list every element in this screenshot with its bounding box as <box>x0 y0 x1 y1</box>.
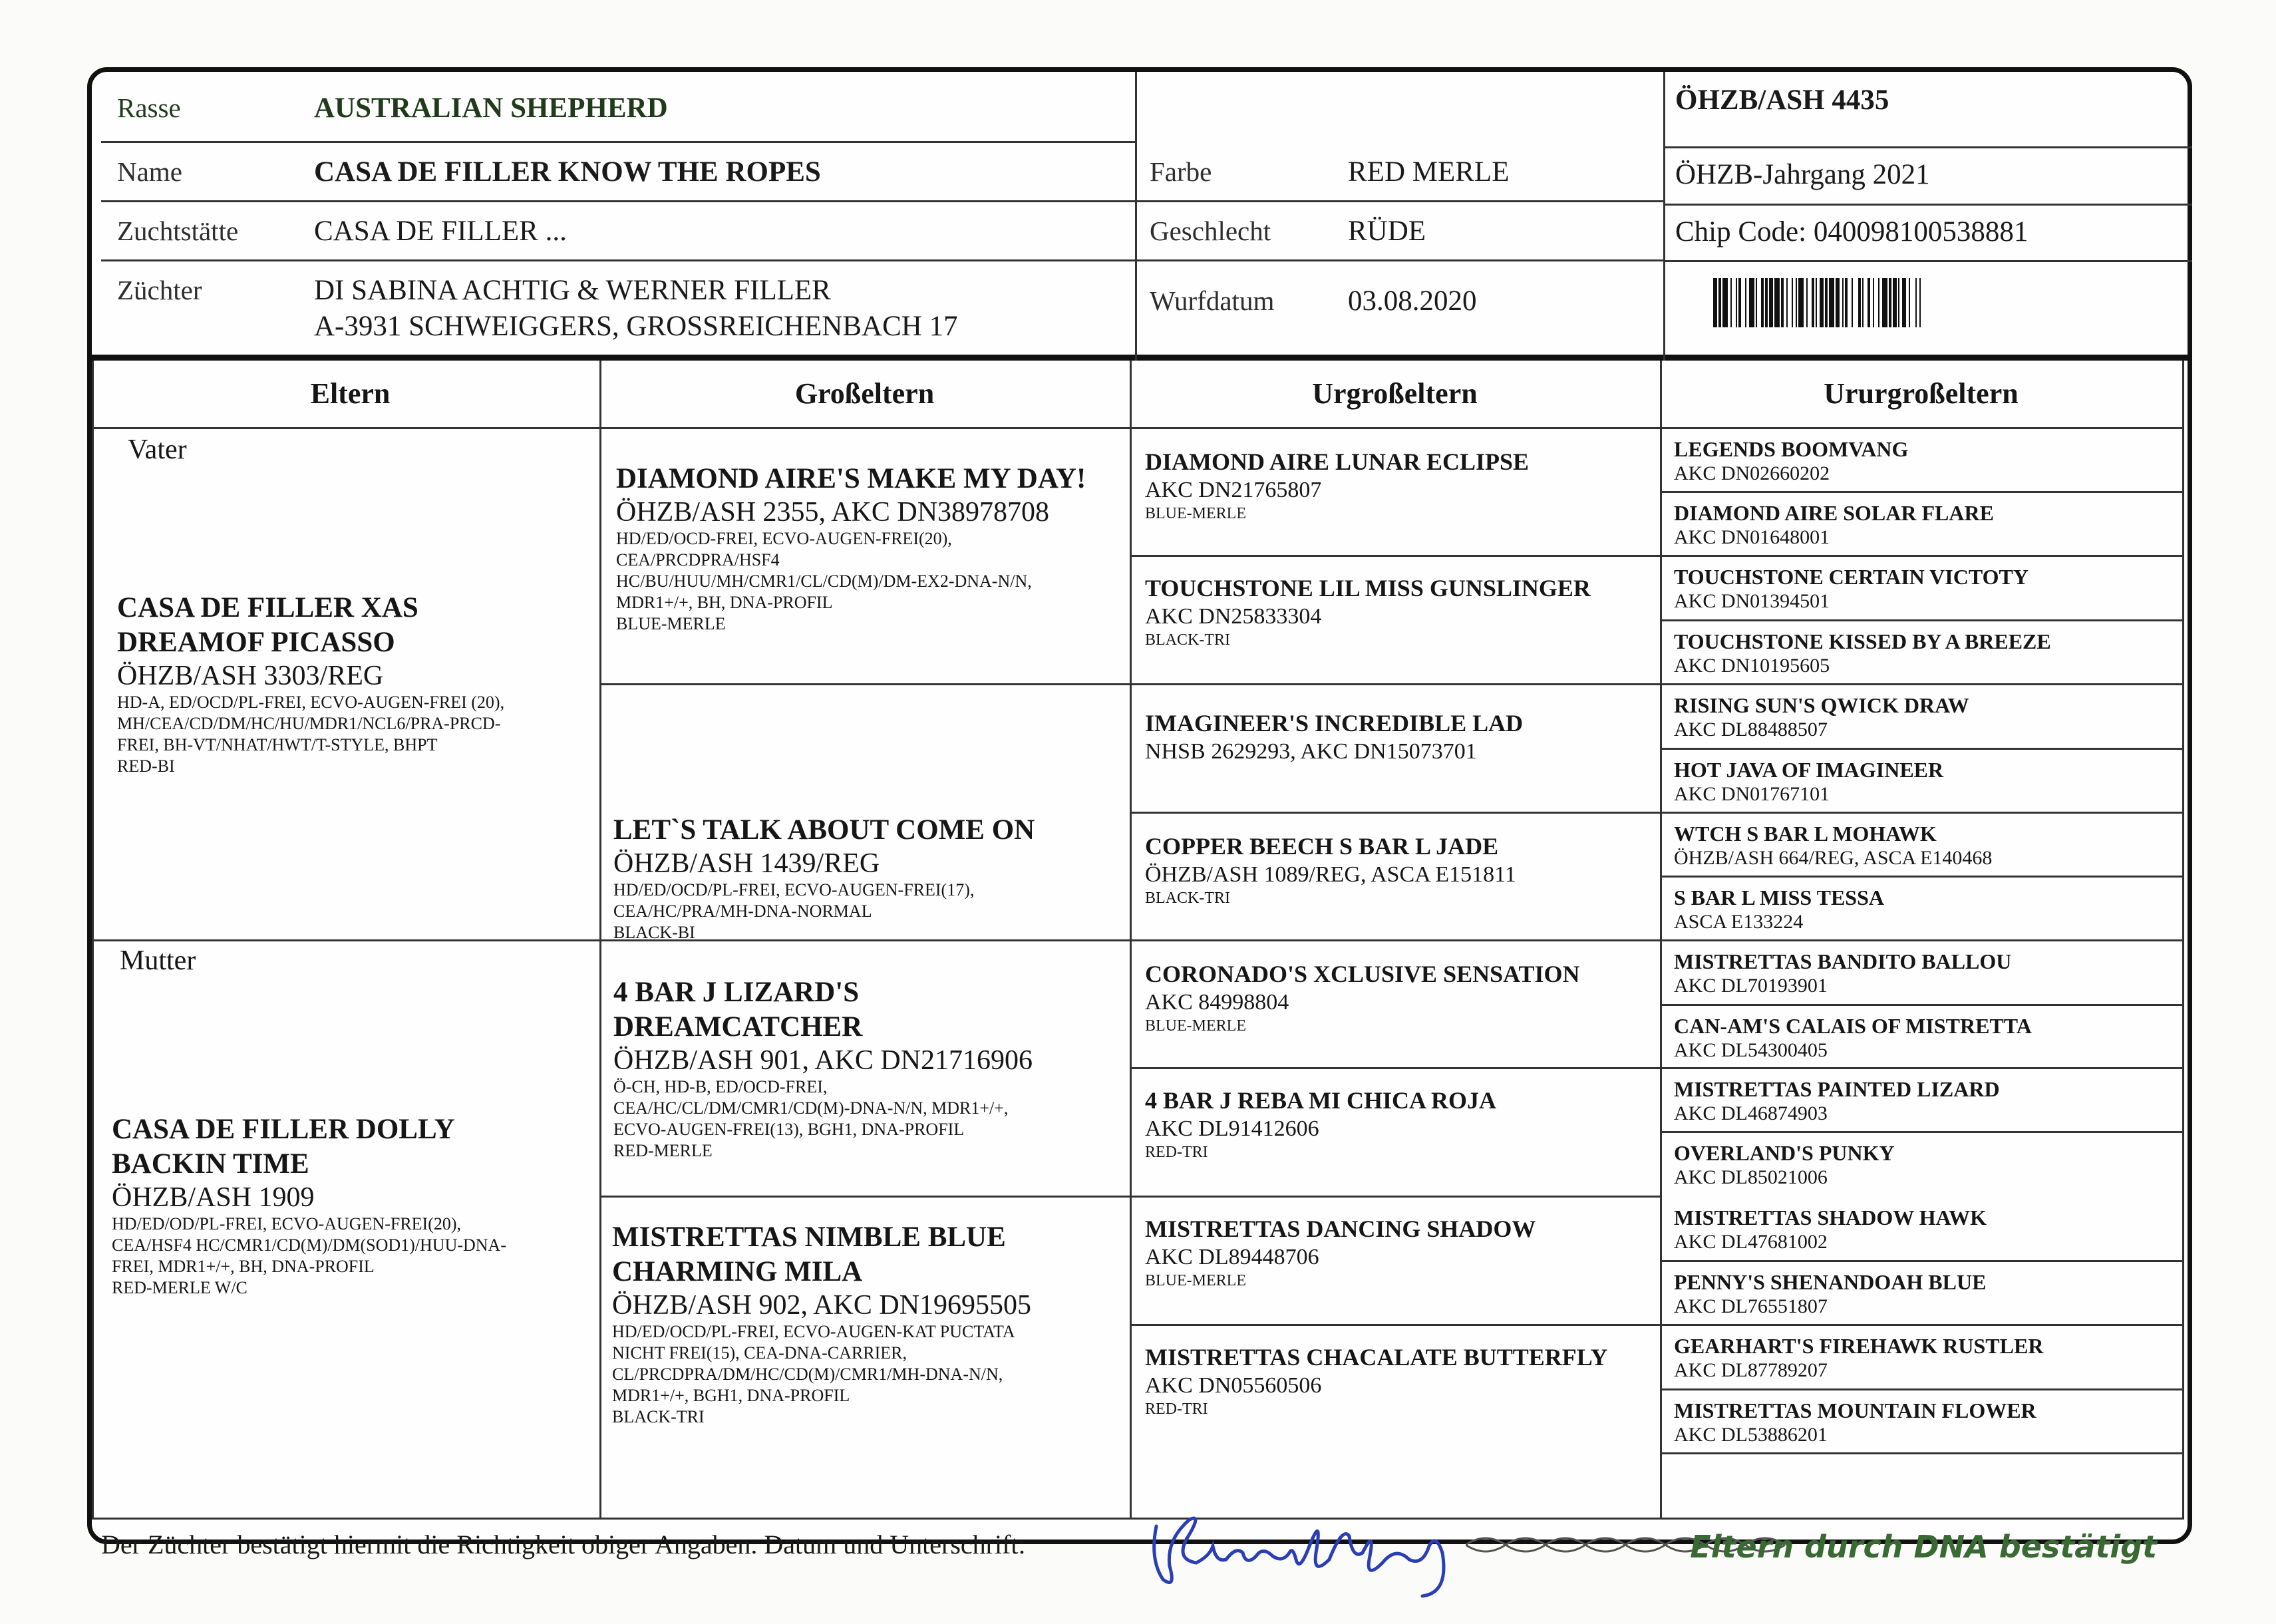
signature-image <box>1130 1500 1476 1599</box>
sire-health-2: MH/CEA/CD/DM/HC/HU/MDR1/NCL6/PRA-PRCD- <box>117 714 501 733</box>
great-great-grandparent-name: DIAMOND AIRE SOLAR FLARE <box>1674 501 1994 525</box>
great-grandparent-registration: AKC DL89448706 <box>1145 1245 1319 1269</box>
great-great-grandparent-11 <box>1662 1076 2181 1126</box>
great-grandparent-color: BLACK-TRI <box>1145 890 1230 907</box>
grandparent-3 <box>601 975 1127 1162</box>
grandparent-color: BLUE-MERLE <box>616 614 726 633</box>
great-great-grandparent-5 <box>1662 693 2181 742</box>
grandparent-health: CEA/PRCDPRA/HSF4 <box>616 550 780 569</box>
dna-confirmation-note: Eltern durch DNA bestätigt <box>1690 1529 2157 1565</box>
great-great-grandparent-13 <box>1662 1205 2181 1254</box>
great-great-grandparent-name: MISTRETTAS SHADOW HAWK <box>1674 1206 1987 1229</box>
dam-name-line2: BACKIN TIME <box>112 1148 309 1180</box>
great-great-grandparent-12 <box>1662 1140 2181 1190</box>
great-great-grandparent-2 <box>1662 500 2181 550</box>
color-value: RED MERLE <box>1348 156 1510 188</box>
great-great-grandparent-name: TOUCHSTONE CERTAIN VICTOTY <box>1674 565 2029 589</box>
great-grandparent-5 <box>1133 959 1659 1035</box>
rasse-label: Rasse <box>117 92 181 123</box>
grandparent-health: HC/BU/HUU/MH/CMR1/CL/CD(M)/DM-EX2-DNA-N/N, <box>616 571 1032 591</box>
grandparent-health: NICHT FREI(15), CEA-DNA-CARRIER, <box>612 1343 907 1363</box>
dam-health-1: HD/ED/OD/PL-FREI, ECVO-AUGEN-FREI(20), <box>112 1214 462 1233</box>
breed-value: AUSTRALIAN SHEPHERD <box>314 92 668 124</box>
great-great-grandparent-1 <box>1662 436 2181 486</box>
great-grandparent-2 <box>1133 573 1659 649</box>
grandparent-health: CEA/HC/PRA/MH-DNA-NORMAL <box>613 901 872 921</box>
sire <box>105 591 597 777</box>
great-grandparent-registration: AKC DN21765807 <box>1145 478 1322 502</box>
great-great-grandparent-7 <box>1662 821 2181 870</box>
great-great-grandparent-registration: AKC DL85021006 <box>1674 1166 1828 1188</box>
dam-label: Mutter <box>120 945 196 976</box>
great-grandparent-color: RED-TRI <box>1145 1144 1208 1161</box>
great-grandparent-color: BLUE-MERLE <box>1145 1272 1246 1289</box>
kennel-value: CASA DE FILLER ... <box>314 216 567 247</box>
grandparent-2 <box>601 813 1127 943</box>
grandparent-registration: ÖHZB/ASH 901, AKC DN21716906 <box>613 1045 1033 1076</box>
breeder-statement: Der Züchter bestätigt hiermit die Richtigkeit obiger Angaben. Datum und Unterschrift: <box>101 1530 1026 1559</box>
certificate-footer <box>92 1520 2188 1566</box>
great-great-grandparent-registration: AKC DN02660202 <box>1674 462 1830 484</box>
col-grandparents: Großeltern <box>794 377 935 410</box>
name-label: Name <box>117 156 182 187</box>
great-great-grandparent-10 <box>1662 1013 2181 1062</box>
great-grandparent-color: BLUE-MERLE <box>1145 505 1246 522</box>
birthdate-label: Wurfdatum <box>1150 285 1275 316</box>
registration-number: ÖHZB/ASH 4435 <box>1675 84 1889 116</box>
grandparent-health: MDR1+/+, BH, DNA-PROFIL <box>616 593 833 612</box>
dog-name: CASA DE FILLER KNOW THE ROPES <box>314 156 821 188</box>
great-great-grandparent-registration: ÖHZB/ASH 664/REG, ASCA E140468 <box>1674 847 1993 869</box>
great-great-grandparent-registration: AKC DL87789207 <box>1674 1359 1828 1381</box>
great-grandparent-name: 4 BAR J REBA MI CHICA ROJA <box>1145 1087 1497 1114</box>
great-grandparent-name: DIAMOND AIRE LUNAR ECLIPSE <box>1145 448 1530 475</box>
great-grandparent-registration: NHSB 2629293, AKC DN15073701 <box>1145 739 1477 764</box>
grandparent-color: RED-MERLE <box>613 1141 713 1160</box>
great-great-grandparent-4 <box>1662 629 2181 678</box>
great-great-grandparent-name: TOUCHSTONE KISSED BY A BREEZE <box>1674 629 2051 653</box>
grandparent-health: HD/ED/OCD/PL-FREI, ECVO-AUGEN-KAT PUCTATA <box>612 1322 1015 1341</box>
pedigree-table <box>92 361 2188 1520</box>
chip-code: Chip Code: 040098100538881 <box>1675 216 2029 247</box>
sire-color: RED-BI <box>117 756 175 776</box>
kennel-label: Zuchtstätte <box>117 216 239 246</box>
great-great-grandparent-registration: ASCA E133224 <box>1674 911 1804 933</box>
great-grandparent-7 <box>1133 1214 1659 1290</box>
great-grandparent-name: MISTRETTAS DANCING SHADOW <box>1145 1216 1536 1242</box>
dam-color: RED-MERLE W/C <box>112 1278 247 1297</box>
grandparent-color: BLACK-TRI <box>612 1407 705 1426</box>
great-great-grandparent-registration: AKC DL76551807 <box>1674 1295 1828 1317</box>
great-great-grandparent-registration: AKC DL47681002 <box>1674 1231 1828 1253</box>
great-grandparent-color: BLACK-TRI <box>1145 631 1230 649</box>
sire-name-line1: CASA DE FILLER XAS <box>117 592 418 623</box>
certificate-header <box>92 72 2188 361</box>
great-great-grandparent-name: PENNY'S SHENANDOAH BLUE <box>1674 1270 1987 1294</box>
sire-label: Vater <box>128 434 187 465</box>
grandparent-health: ECVO-AUGEN-FREI(13), BGH1, DNA-PROFIL <box>613 1120 965 1139</box>
great-great-grandparent-15 <box>1662 1333 2181 1382</box>
sire-name-line2: DREAMOF PICASSO <box>117 627 395 658</box>
sex-value: RÜDE <box>1348 216 1426 247</box>
birthdate-value: 03.08.2020 <box>1348 285 1477 317</box>
great-great-grandparent-name: HOT JAVA OF IMAGINEER <box>1674 758 1944 782</box>
col-great-great-grandparents: Ururgroßeltern <box>1824 377 2019 410</box>
great-grandparent-name: TOUCHSTONE LIL MISS GUNSLINGER <box>1145 575 1591 601</box>
great-great-grandparent-6 <box>1662 757 2181 806</box>
great-grandparent-registration: ÖHZB/ASH 1089/REG, ASCA E151811 <box>1145 862 1516 887</box>
grandparent-health: HD/ED/OCD-FREI, ECVO-AUGEN-FREI(20), <box>616 529 952 548</box>
great-great-grandparent-8 <box>1662 885 2181 934</box>
grandparent-health: Ö-CH, HD-B, ED/OCD-FREI, <box>613 1077 828 1096</box>
great-grandparent-4 <box>1133 832 1659 907</box>
grandparent-name: DIAMOND AIRE'S MAKE MY DAY! <box>616 463 1086 494</box>
great-grandparent-name: CORONADO'S XCLUSIVE SENSATION <box>1145 961 1580 987</box>
great-great-grandparent-name: MISTRETTAS MOUNTAIN FLOWER <box>1674 1398 2036 1422</box>
great-great-grandparent-registration: AKC DN01648001 <box>1674 526 1830 548</box>
great-great-grandparent-name: MISTRETTAS BANDITO BALLOU <box>1674 949 2012 973</box>
sex-label: Geschlecht <box>1150 216 1271 246</box>
great-grandparent-registration: AKC DL91412606 <box>1145 1116 1319 1141</box>
great-great-grandparent-name: GEARHART'S FIREHAWK RUSTLER <box>1674 1334 2044 1358</box>
great-great-grandparent-name: S BAR L MISS TESSA <box>1674 886 1884 909</box>
sire-health-3: FREI, BH-VT/NHAT/HWT/T-STYLE, BHPT <box>117 735 438 754</box>
breeder-label: Züchter <box>117 275 202 305</box>
col-great-grandparents: Urgroßeltern <box>1312 377 1478 410</box>
pedigree-certificate <box>87 67 2192 1565</box>
great-great-grandparent-registration: AKC DL53886201 <box>1674 1424 1828 1446</box>
grandparent-health: CL/PRCDPRA/DM/HC/CD(M)/CMR1/MH-DNA-N/N, <box>612 1365 1003 1384</box>
col-parents: Eltern <box>310 377 391 410</box>
grandparent-color: BLACK-BI <box>613 923 695 942</box>
color-label: Farbe <box>1150 156 1212 187</box>
sire-health-1: HD-A, ED/OCD/PL-FREI, ECVO-AUGEN-FREI (20), <box>117 693 505 712</box>
great-grandparent-name: MISTRETTAS CHACALATE BUTTERFLY <box>1145 1344 1608 1371</box>
great-great-grandparent-registration: AKC DL88488507 <box>1674 719 1828 740</box>
great-great-grandparent-registration: AKC DN01394501 <box>1674 590 1830 612</box>
great-grandparent-name: COPPER BEECH S BAR L JADE <box>1145 833 1499 860</box>
grandparent-name: CHARMING MILA <box>612 1256 863 1287</box>
grandparent-4 <box>600 1220 1127 1428</box>
great-great-grandparent-registration: AKC DN01767101 <box>1674 783 1830 805</box>
great-grandparent-6 <box>1133 1086 1659 1162</box>
grandparent-name: MISTRETTAS NIMBLE BLUE <box>612 1221 1006 1253</box>
great-grandparent-8 <box>1133 1343 1659 1418</box>
great-grandparent-registration: AKC DN25833304 <box>1145 604 1322 629</box>
grandparent-health: HD/ED/OCD/PL-FREI, ECVO-AUGEN-FREI(17), <box>613 880 975 899</box>
great-grandparent-color: BLUE-MERLE <box>1145 1017 1246 1035</box>
great-great-grandparent-name: CAN-AM'S CALAIS OF MISTRETTA <box>1674 1014 2032 1038</box>
grandparent-registration: ÖHZB/ASH 902, AKC DN19695505 <box>612 1290 1032 1321</box>
grandparent-registration: ÖHZB/ASH 2355, AKC DN38978708 <box>616 497 1050 528</box>
dam <box>100 1112 595 1299</box>
great-great-grandparent-16 <box>1662 1398 2181 1447</box>
grandparent-name: LET`S TALK ABOUT COME ON <box>613 814 1035 846</box>
dam-name-line1: CASA DE FILLER DOLLY <box>112 1114 455 1145</box>
great-great-grandparent-name: RISING SUN'S QWICK DRAW <box>1674 693 1969 717</box>
great-great-grandparent-3 <box>1662 564 2181 613</box>
dam-registration: ÖHZB/ASH 1909 <box>112 1182 315 1213</box>
grandparent-health: CEA/HC/CL/DM/CMR1/CD(M)-DNA-N/N, MDR1+/+, <box>613 1098 1009 1118</box>
great-great-grandparent-registration: AKC DL54300405 <box>1674 1039 1828 1061</box>
dam-health-2: CEA/HSF4 HC/CMR1/CD(M)/DM(SOD1)/HUU-DNA- <box>112 1235 506 1255</box>
great-grandparent-1 <box>1133 447 1659 523</box>
great-great-grandparent-name: MISTRETTAS PAINTED LIZARD <box>1674 1077 2000 1101</box>
grandparent-health: MDR1+/+, BGH1, DNA-PROFIL <box>612 1386 850 1405</box>
dam-health-3: FREI, MDR1+/+, BH, DNA-PROFIL <box>112 1257 375 1276</box>
great-great-grandparent-registration: AKC DN10195605 <box>1674 655 1830 677</box>
great-grandparent-registration: AKC 84998804 <box>1145 990 1289 1015</box>
great-great-grandparent-name: OVERLAND'S PUNKY <box>1674 1141 1895 1165</box>
breeder-line2: A-3931 SCHWEIGGERS, GROSSREICHENBACH 17 <box>314 311 958 342</box>
grandparent-name: DREAMCATCHER <box>613 1011 863 1043</box>
grandparent-1 <box>604 462 1126 635</box>
great-great-grandparent-9 <box>1662 949 2181 998</box>
studbook-year: ÖHZB-Jahrgang 2021 <box>1675 159 1930 190</box>
great-great-grandparent-14 <box>1662 1269 2181 1319</box>
great-great-grandparent-registration: AKC DL70193901 <box>1674 975 1828 997</box>
sire-registration: ÖHZB/ASH 3303/REG <box>117 661 384 691</box>
great-great-grandparent-registration: AKC DL46874903 <box>1674 1102 1828 1124</box>
barcode <box>1713 278 2142 327</box>
great-grandparent-color: RED-TRI <box>1145 1400 1208 1418</box>
great-great-grandparent-name: LEGENDS BOOMVANG <box>1674 437 1909 461</box>
great-great-grandparent-name: WTCH S BAR L MOHAWK <box>1674 822 1937 846</box>
great-grandparent-registration: AKC DN05560506 <box>1145 1373 1322 1398</box>
great-grandparent-3 <box>1133 709 1659 766</box>
grandparent-name: 4 BAR J LIZARD'S <box>613 977 860 1008</box>
grandparent-registration: ÖHZB/ASH 1439/REG <box>613 848 880 879</box>
great-grandparent-name: IMAGINEER'S INCREDIBLE LAD <box>1145 710 1524 736</box>
breeder-line1: DI SABINA ACHTIG & WERNER FILLER <box>314 275 831 306</box>
